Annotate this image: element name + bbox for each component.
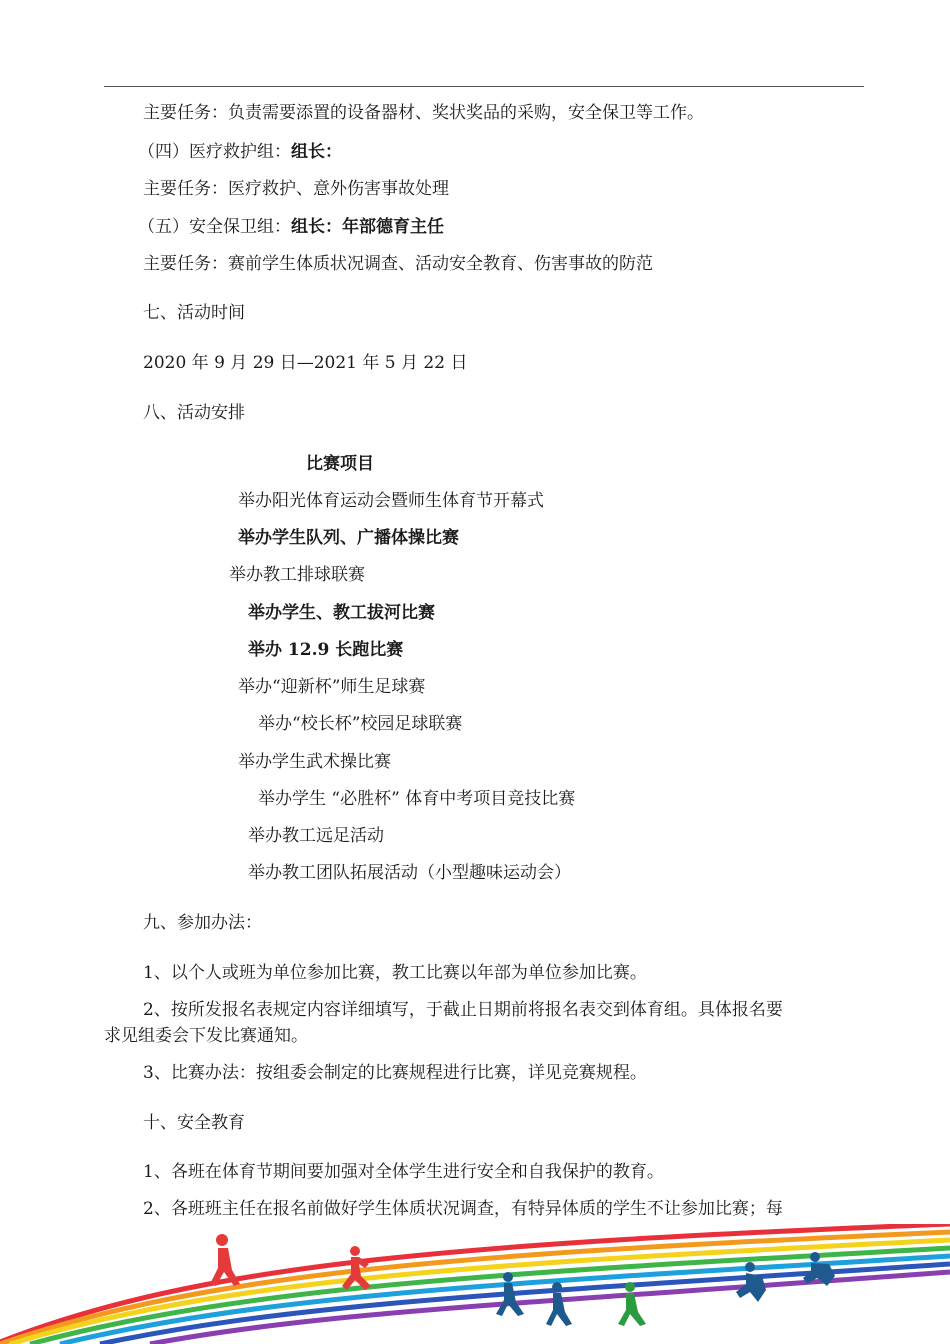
schedule-item: 举办学生、教工拔河比赛 (248, 603, 435, 623)
safety-rule-2: 2、各班班主任在报名前做好学生体质状况调查，有特异体质的学生不让参加比赛；每 (143, 1199, 783, 1219)
schedule-item: 举办教工团队拓展活动（小型趣味运动会） (248, 863, 571, 883)
task-line-procurement: 主要任务：负责需要添置的设备器材、奖状奖品的采购，安全保卫等工作。 (143, 103, 704, 123)
medical-group-line (138, 141, 342, 163)
schedule-item: 举办教工排球联赛 (229, 565, 365, 585)
security-group-leader: 组长：年部德育主任 (291, 217, 444, 237)
schedule-item: 举办“校长杯”校园足球联赛 (258, 714, 463, 734)
schedule-item: 举办学生队列、广播体操比赛 (238, 528, 459, 548)
security-group-line (138, 216, 444, 238)
schedule-item: 举办“迎新杯”师生足球赛 (238, 677, 426, 697)
sports-rainbow-footer (0, 1224, 950, 1344)
section-8-heading: 八、活动安排 (143, 403, 245, 423)
participation-rule-1: 1、以个人或班为单位参加比赛，教工比赛以年部为单位参加比赛。 (143, 963, 647, 983)
schedule-table-header: 比赛项目 (306, 454, 374, 474)
schedule-item: 举办 12.9 长跑比赛 (248, 640, 404, 660)
safety-rule-1: 1、各班在体育节期间要加强对全体学生进行安全和自我保护的教育。 (143, 1162, 664, 1182)
task-line-medical: 主要任务：医疗救护、意外伤害事故处理 (143, 179, 449, 199)
participation-rule-2-line1: 2、按所发报名表规定内容详细填写，于截止日期前将报名表交到体育组。具体报名要 (143, 1000, 783, 1020)
section-7-heading: 七、活动时间 (143, 303, 245, 323)
schedule-item: 举办阳光体育运动会暨师生体育节开幕式 (238, 491, 544, 511)
activity-date-range: 2020 年 9 月 29 日—2021 年 5 月 22 日 (143, 353, 468, 373)
section-10-heading: 十、安全教育 (143, 1113, 245, 1133)
schedule-item: 举办学生武术操比赛 (238, 752, 391, 772)
section-9-heading: 九、参加办法： (143, 913, 262, 933)
rainbow-swoosh (0, 1224, 950, 1344)
task-line-security: 主要任务：赛前学生体质状况调查、活动安全教育、伤害事故的防范 (143, 254, 653, 274)
medical-group-leader: 组长： (291, 142, 342, 162)
medical-group-label: （四）医疗救护组： (138, 142, 291, 162)
schedule-item: 举办学生 “必胜杯” 体育中考项目竞技比赛 (258, 789, 576, 809)
participation-rule-3: 3、比赛办法：按组委会制定的比赛规程进行比赛，详见竞赛规程。 (143, 1063, 647, 1083)
schedule-item: 举办教工远足活动 (248, 826, 384, 846)
header-rule (104, 86, 864, 87)
participation-rule-2-line2: 求见组委会下发比赛通知。 (104, 1026, 308, 1046)
security-group-label: （五）安全保卫组： (138, 217, 291, 237)
